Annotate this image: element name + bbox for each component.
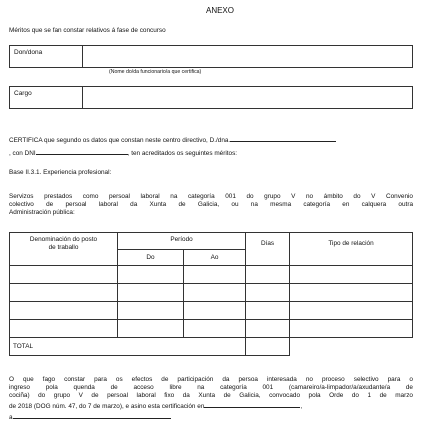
table-cell[interactable] <box>290 320 413 338</box>
table-cell[interactable] <box>118 266 184 284</box>
cargo-field-label: Cargo <box>10 87 83 108</box>
name-field-input[interactable] <box>83 46 412 67</box>
table-cell[interactable] <box>10 284 118 302</box>
cargo-field[interactable] <box>9 86 413 109</box>
table-header-row <box>10 233 413 250</box>
paragraph-2-line: ingreso pola quenda de acceso libre na categoría 001 (camareiro/a-limpador/a/axudante/a de <box>9 384 413 391</box>
date-blank[interactable] <box>13 411 171 419</box>
table-cell[interactable] <box>290 302 413 320</box>
table-cell[interactable] <box>246 320 290 338</box>
base-heading: Base II.3.1. Experiencia profesional: <box>9 169 112 176</box>
table-row[interactable] <box>10 302 413 320</box>
header-periodo: Período <box>118 233 246 250</box>
cargo-field-input[interactable] <box>83 87 412 108</box>
certifica-line-2 <box>9 147 237 158</box>
table-row[interactable] <box>10 284 413 302</box>
paragraph-2-line-4 <box>9 400 413 411</box>
certifica-name-blank[interactable] <box>230 134 336 142</box>
paragraph-2-line: cociña) do grupo V de persoal laboral fixo da Xunta de Galicia, convocado pola Orde do 1 de marzo <box>9 392 413 399</box>
certifica-text-2b: , ten acreditados os seguintes méritos: <box>127 150 238 157</box>
table-cell[interactable] <box>246 302 290 320</box>
table-cell[interactable] <box>10 302 118 320</box>
table-cell[interactable] <box>184 266 246 284</box>
intro-text: Méritos que se fan constar relativos á fase de concurso <box>9 27 166 34</box>
name-field[interactable] <box>9 45 413 68</box>
place-blank[interactable] <box>204 400 303 410</box>
name-field-label: Don/dona <box>10 46 83 67</box>
certifica-text-1: CERTIFICA que segundo os datos que constan neste centro directivo, D./dna. <box>9 137 231 144</box>
table-cell[interactable] <box>184 320 246 338</box>
paragraph-1-line: colectivo de persoal laboral da Xunta de Galicia, ou na mesma categoría en calquera outra <box>9 201 413 208</box>
table-row[interactable] <box>10 266 413 284</box>
certifica-text-2a: , con DNI <box>9 150 36 157</box>
document-title: ANEXO <box>205 6 234 15</box>
table-cell[interactable] <box>118 284 184 302</box>
table-cell[interactable] <box>290 284 413 302</box>
table-cell[interactable] <box>10 320 118 338</box>
paragraph-1-line: Administración pública: <box>9 209 75 216</box>
name-field-note: (Nome do/da funcionario/a que certifica) <box>109 69 202 75</box>
table-cell[interactable] <box>246 266 290 284</box>
total-dias-cell[interactable] <box>246 338 290 356</box>
total-label: TOTAL <box>10 338 246 356</box>
paragraph-1-line: Servizos prestados como persoal laboral na categoría 001 do grupo V no ámbito do V Convenio <box>9 193 413 200</box>
paragraph-2-line: O que fago constar para os efectos de participación da persoa interesada no proceso selectivo para o <box>9 376 413 383</box>
header-denominacion-line: de traballo <box>48 244 79 251</box>
table-row-total <box>10 338 413 356</box>
empty-cell <box>290 338 413 356</box>
header-denominacion <box>10 233 118 266</box>
header-tipo-relacion: Tipo de relación <box>290 233 413 266</box>
certifica-dni-blank[interactable] <box>36 147 128 155</box>
header-ao: Ao <box>184 250 246 266</box>
paragraph-2-comma: , <box>300 403 303 410</box>
table-cell[interactable] <box>246 284 290 302</box>
table-cell[interactable] <box>118 320 184 338</box>
certifica-line-1 <box>9 134 336 145</box>
paragraph-2-line-4-text: de 2018 (DOG núm. 47, do 7 de marzo), e asino esta certificación en <box>9 403 205 410</box>
header-do: Do <box>118 250 184 266</box>
paragraph-2-line-5-text: a <box>9 414 13 421</box>
table-row[interactable] <box>10 320 413 338</box>
header-dias: Días <box>246 233 290 266</box>
table-cell[interactable] <box>184 302 246 320</box>
header-denominacion-line: Denominación do posto <box>29 236 98 243</box>
experience-table <box>9 232 413 356</box>
paragraph-2-line-5 <box>9 411 413 422</box>
table-cell[interactable] <box>118 302 184 320</box>
paragraph-1 <box>9 193 413 217</box>
table-cell[interactable] <box>10 266 118 284</box>
table-cell[interactable] <box>184 284 246 302</box>
paragraph-2 <box>9 376 413 422</box>
table-cell[interactable] <box>290 266 413 284</box>
